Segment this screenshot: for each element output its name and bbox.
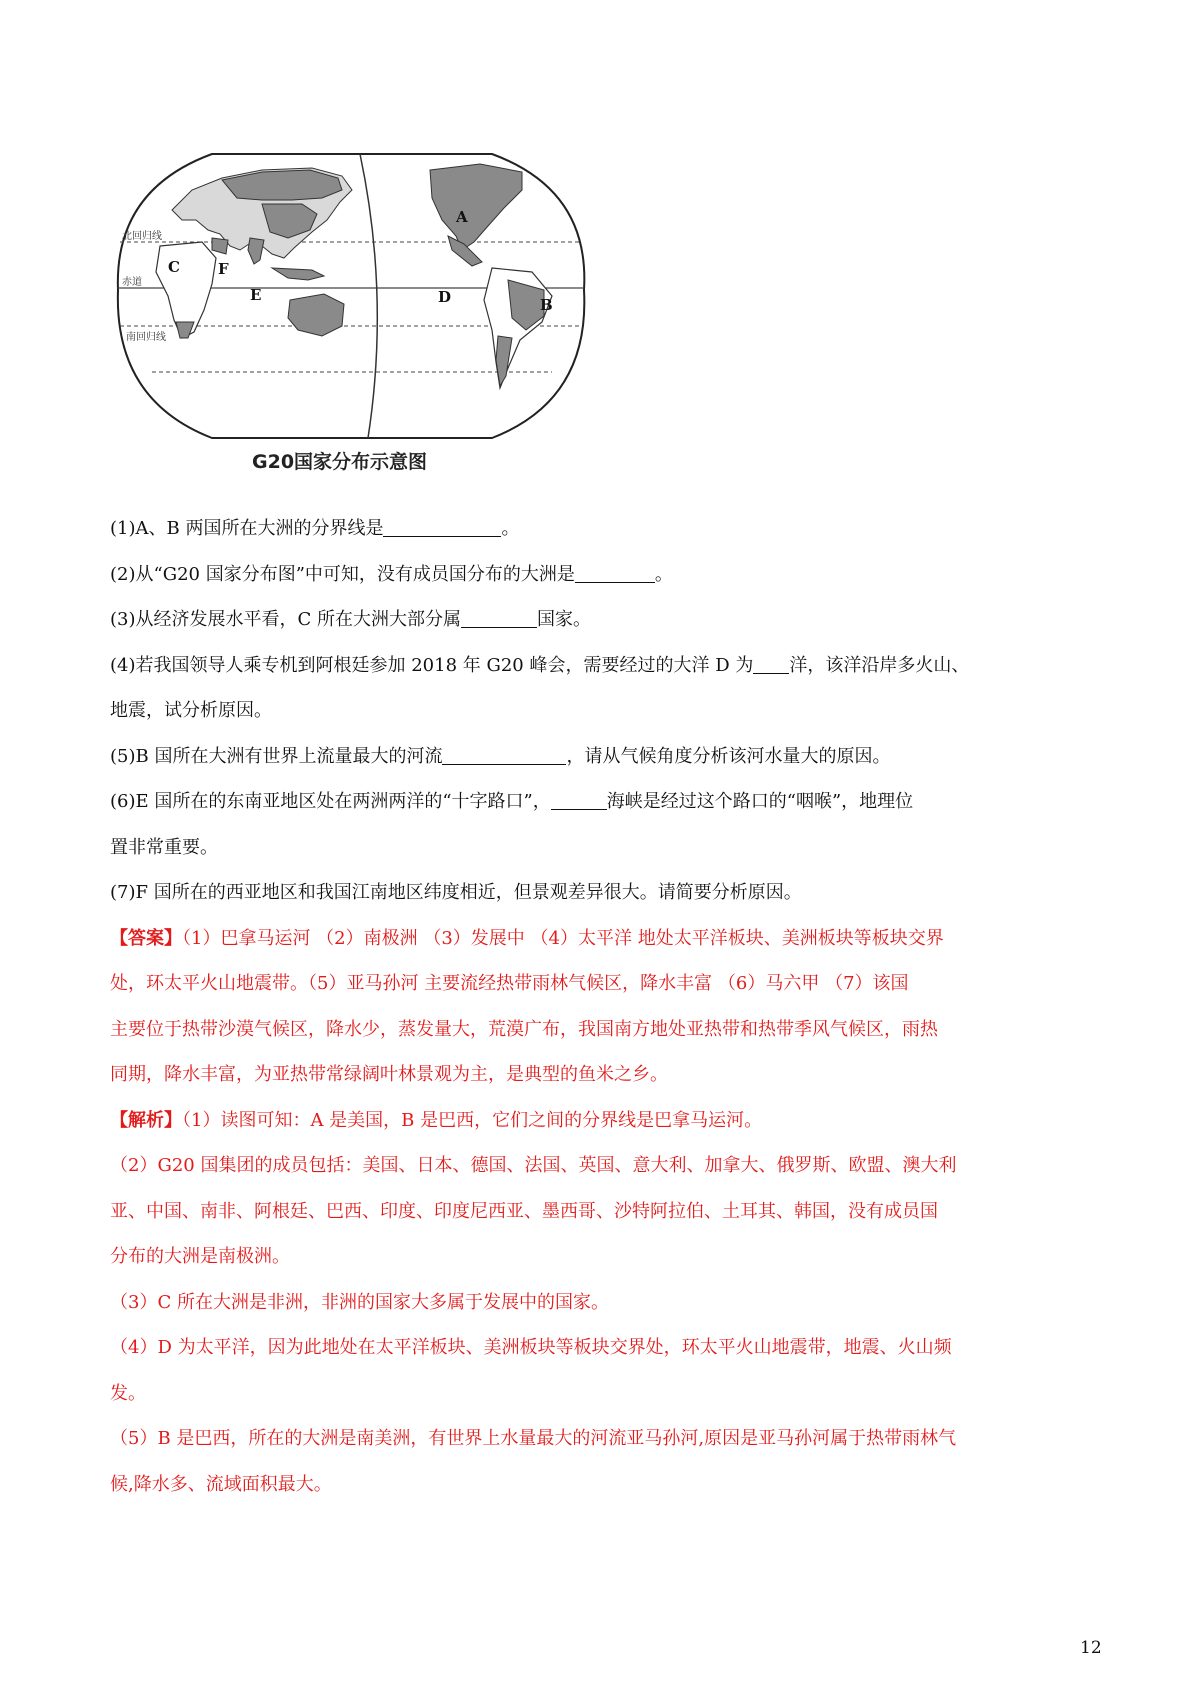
analysis-line-7: 发。 — [110, 1382, 146, 1404]
question-7: (7)F 国所在的西亚地区和我国江南地区纬度相近，但景观差异很大。请简要分析原因。 — [110, 882, 802, 903]
question-4-cont: 地震，试分析原因。 — [110, 700, 272, 721]
answer-line-3: 主要位于热带沙漠气候区，降水少，蒸发量大，荒漠广布，我国南方地处亚热带和热带季风气候区，雨热 — [110, 1018, 938, 1040]
question-5: (5)B 国所在大洲有世界上流量最大的河流 ，请从气候角度分析该河水量大的原因。 — [110, 734, 1095, 780]
question-2: (2)从“G20 国家分布图”中可知，没有成员国分布的大洲是 。 — [110, 552, 1095, 598]
analysis-line-4: 分布的大洲是南极洲。 — [110, 1246, 290, 1267]
map-label-tropic-south: 南回归线 — [126, 332, 166, 343]
answer-line-1: 【答案】（1）巴拿马运河 （2）南极洲 （3）发展中 （4）太平洋 地处太平洋板块、美洲板块等板块交界 — [110, 927, 944, 949]
answer-line-4: 同期，降水丰富，为亚热带常绿阔叶林景观为主，是典型的鱼米之乡。 — [110, 1064, 668, 1085]
answer-block — [110, 916, 1095, 1098]
analysis-line-3: 亚、中国、南非、阿根廷、巴西、印度、印度尼西亚、墨西哥、沙特阿拉伯、土耳其、韩国，没有成员国 — [110, 1200, 938, 1222]
question-4: (4)若我国领导人乘专机到阿根廷参加 2018 年 G20 峰会，需要经过的大洋 D 为 洋，该洋沿岸多火山、 — [110, 643, 1095, 689]
question-6: (6)E 国所在的东南亚地区处在两洲两洋的“十字路口”， 海峡是经过这个路口的“咽喉”，地理位 — [110, 779, 1095, 825]
question-content — [110, 506, 1095, 1507]
map-caption: G20国家分布示意图 — [252, 451, 428, 473]
answer-tag: 【答案】 — [110, 927, 182, 949]
map-label-b: B — [540, 296, 553, 314]
map-label-c: C — [168, 258, 180, 276]
map-label-tropic-north: 北回归线 — [122, 231, 162, 242]
world-map — [112, 150, 590, 442]
map-label-d: D — [438, 288, 452, 306]
question-6-cont: 置非常重要。 — [110, 836, 218, 858]
page-number: 12 — [1080, 1638, 1102, 1658]
analysis-line-8: （5）B 是巴西，所在的大洲是南美洲，有世界上水量最大的河流亚马孙河,原因是亚马孙河属于热带雨林气 — [110, 1428, 957, 1449]
question-1: (1)A、B 两国所在大洲的分界线是 。 — [110, 506, 1095, 552]
question-3: (3)从经济发展水平看，C 所在大洲大部分属 国家。 — [110, 597, 1095, 643]
analysis-line-2: （2）G20 国集团的成员包括：美国、日本、德国、法国、英国、意大利、加拿大、俄罗斯、欧盟、澳大利 — [110, 1155, 957, 1176]
map-label-e: E — [250, 286, 262, 304]
answer-blank — [551, 787, 607, 810]
map-label-a: A — [456, 208, 468, 226]
answer-blank — [442, 742, 566, 765]
g20-map-figure — [112, 150, 590, 485]
answer-blank — [575, 560, 655, 583]
analysis-line-9: 候,降水多、流域面积最大。 — [110, 1473, 332, 1495]
map-label-f: F — [218, 260, 229, 278]
analysis-line-1: 【解析】（1）读图可知：A 是美国，B 是巴西，它们之间的分界线是巴拿马运河。 — [110, 1109, 763, 1131]
answer-blank — [383, 514, 501, 537]
analysis-tag: 【解析】 — [110, 1109, 182, 1131]
map-label-equator: 赤道 — [122, 277, 142, 288]
analysis-block — [110, 1098, 1095, 1508]
analysis-line-6: （4）D 为太平洋，因为此地处在太平洋板块、美洲板块等板块交界处，环太平火山地震带，地震、火山频 — [110, 1337, 952, 1358]
answer-line-2: 处，环太平火山地震带。（5）亚马孙河 主要流经热带雨林气候区，降水丰富 （6）马六甲 （7）该国 — [110, 973, 909, 994]
answer-blank — [753, 651, 789, 674]
analysis-line-5: （3）C 所在大洲是非洲，非洲的国家大多属于发展中的国家。 — [110, 1291, 609, 1313]
answer-blank — [461, 605, 537, 628]
